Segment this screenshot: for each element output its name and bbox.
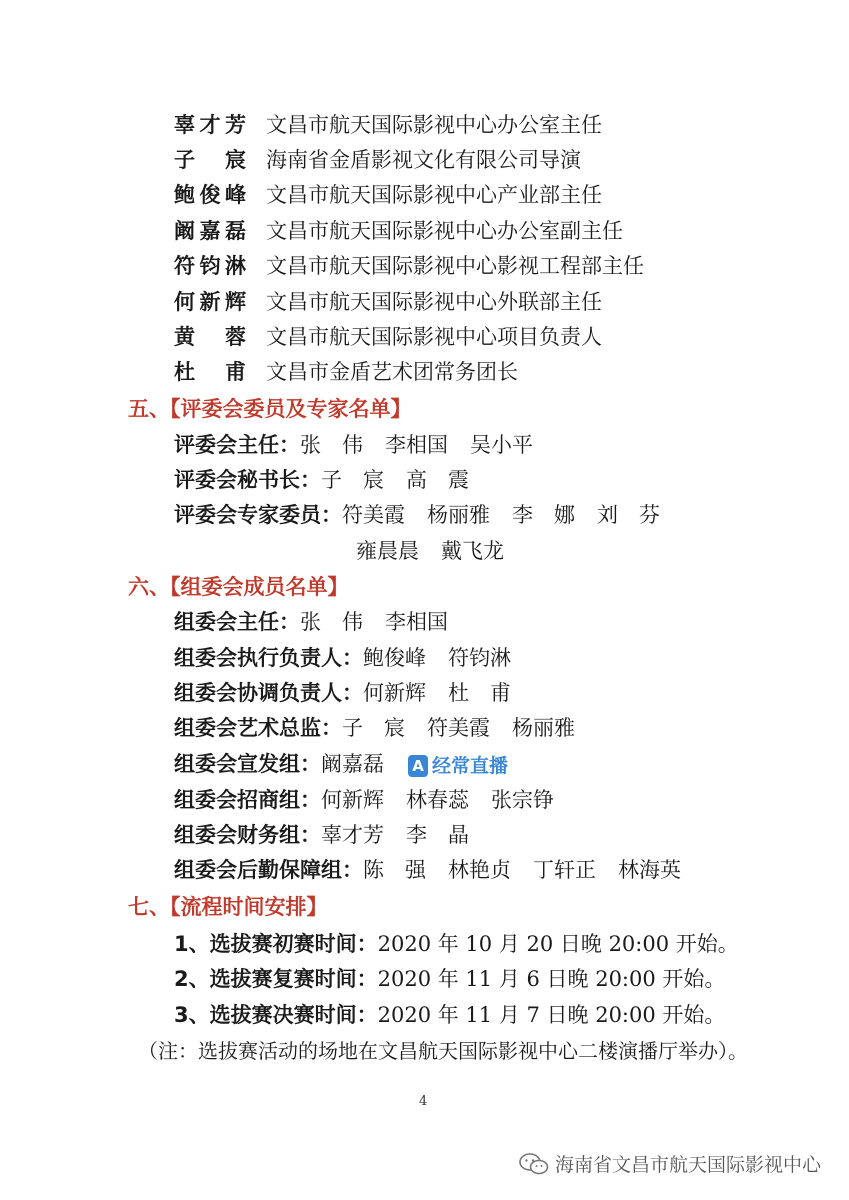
schedule-value: 2020 年 11 月 7 日晚 20:00 开始。 <box>377 1003 726 1027</box>
member: 张 伟 <box>300 433 363 457</box>
member: 陈 强 <box>363 858 426 882</box>
member: 张宗铮 <box>491 788 554 812</box>
row-label: 组委会主任： <box>174 610 300 634</box>
staff-role: 文昌市航天国际影视中心项目负责人 <box>266 325 602 349</box>
member: 李相国 <box>385 433 448 457</box>
committee-row <box>174 713 597 743</box>
member: 符钧淋 <box>448 646 511 670</box>
member: 符美霞 <box>427 716 490 740</box>
member: 何新辉 <box>321 788 384 812</box>
schedule-value: 2020 年 10 月 20 日晚 20:00 开始。 <box>377 932 739 956</box>
member: 符美霞 <box>342 503 405 527</box>
committee-row <box>174 749 508 781</box>
section-title-judges: 五、【评委会委员及专家名单】 <box>128 397 412 421</box>
member: 阚嘉磊 <box>321 752 384 776</box>
staff-role: 文昌市金盾艺术团常务团长 <box>266 360 518 384</box>
member: 雍晨晨 <box>356 539 419 563</box>
member: 高 震 <box>406 468 469 492</box>
staff-name: 黄蓉 <box>174 325 246 349</box>
row-label: 组委会宣发组： <box>174 752 321 776</box>
member: 杨丽雅 <box>512 716 575 740</box>
staff-role: 文昌市航天国际影视中心办公室副主任 <box>266 219 623 243</box>
judges-row <box>174 430 555 460</box>
schedule-label: 3、选拔赛决赛时间： <box>174 1003 378 1027</box>
member: 张 伟 <box>300 610 363 634</box>
schedule-item <box>174 929 739 959</box>
member: 刘 芬 <box>597 503 660 527</box>
committee-row <box>174 607 470 637</box>
schedule-value: 2020 年 11 月 6 日晚 20:00 开始。 <box>377 967 726 991</box>
member: 李相国 <box>385 610 448 634</box>
row-label: 组委会招商组： <box>174 788 321 812</box>
section-title-committee: 六、【组委会成员名单】 <box>128 575 349 599</box>
committee-row <box>174 855 703 885</box>
committee-row <box>174 643 533 673</box>
member: 鲍俊峰 <box>363 646 426 670</box>
member: 吴小平 <box>470 433 533 457</box>
footer-watermark <box>519 1150 821 1177</box>
staff-role: 文昌市航天国际影视中心产业部主任 <box>266 183 602 207</box>
committee-row <box>174 785 576 815</box>
section-title-schedule: 七、【流程时间安排】 <box>128 895 328 919</box>
staff-name: 子宸 <box>174 148 246 172</box>
staff-name: 阚嘉磊 <box>174 219 246 243</box>
member: 李 娜 <box>512 503 575 527</box>
member: 子 宸 <box>321 468 384 492</box>
footer-text: 海南省文昌市航天国际影视中心 <box>554 1154 821 1176</box>
schedule-label: 2、选拔赛复赛时间： <box>174 967 378 991</box>
live-app-icon: A <box>408 755 428 777</box>
staff-name: 杜甫 <box>174 360 246 384</box>
member: 子 宸 <box>342 716 405 740</box>
judges-row <box>174 500 682 530</box>
member: 戴飞龙 <box>441 539 504 563</box>
staff-role: 海南省金盾影视文化有限公司导演 <box>266 148 581 172</box>
member: 杜 甫 <box>448 681 511 705</box>
staff-name: 何新辉 <box>174 290 246 314</box>
committee-row <box>174 678 533 708</box>
row-label: 组委会协调负责人： <box>174 681 363 705</box>
row-label: 组委会后勤保障组： <box>174 858 363 882</box>
member: 杨丽雅 <box>427 503 490 527</box>
member: 何新辉 <box>363 681 426 705</box>
row-label: 组委会财务组： <box>174 823 321 847</box>
member: 林艳贞 <box>448 858 511 882</box>
staff-name: 辜才芳 <box>174 113 246 137</box>
schedule-item <box>174 1000 725 1030</box>
judges-row-continuation <box>356 536 526 566</box>
member: 李 晶 <box>406 823 469 847</box>
row-label: 评委会主任： <box>174 433 300 457</box>
row-label: 评委会专家委员： <box>174 503 342 527</box>
schedule-label: 1、选拔赛初赛时间： <box>174 932 378 956</box>
member: 辜才芳 <box>321 823 384 847</box>
member: 丁轩正 <box>533 858 596 882</box>
judges-row <box>174 465 491 495</box>
badge-label: 经常直播 <box>432 754 509 777</box>
staff-name: 鲍俊峰 <box>174 183 246 207</box>
row-label: 组委会艺术总监： <box>174 716 342 740</box>
staff-role: 文昌市航天国际影视中心外联部主任 <box>266 290 602 314</box>
row-label: 组委会执行负责人： <box>174 646 363 670</box>
member: 林海英 <box>618 858 681 882</box>
wechat-icon <box>519 1153 549 1175</box>
live-badge[interactable] <box>408 751 508 781</box>
staff-role: 文昌市航天国际影视中心办公室主任 <box>266 113 602 137</box>
staff-name: 符钧淋 <box>174 254 246 278</box>
staff-role: 文昌市航天国际影视中心影视工程部主任 <box>266 254 644 278</box>
committee-row <box>174 820 491 850</box>
page-number: 4 <box>419 1094 428 1109</box>
member: 林春蕊 <box>406 788 469 812</box>
venue-note: （注：选拔赛活动的场地在文昌航天国际影视中心二楼演播厅举办）。 <box>138 1039 748 1063</box>
row-label: 评委会秘书长： <box>174 468 321 492</box>
schedule-item <box>174 964 725 994</box>
